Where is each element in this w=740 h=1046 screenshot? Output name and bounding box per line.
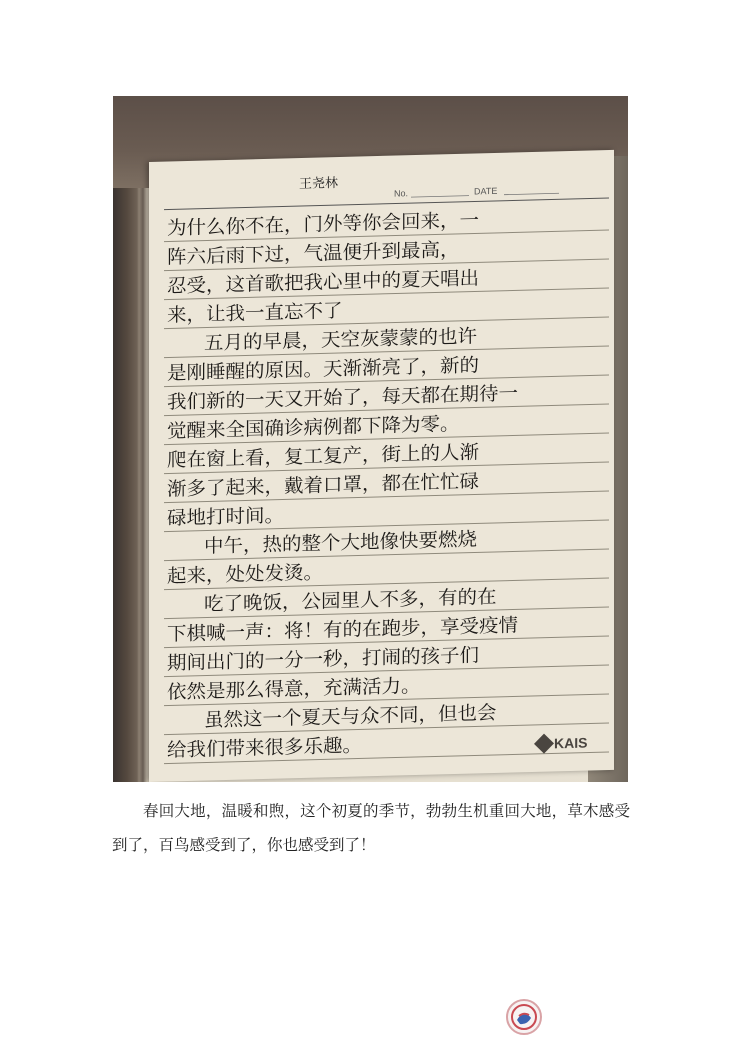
notebook-page-content	[149, 150, 614, 782]
handwritten-line: 期间出门的一分一秒，打闹的孩子们	[167, 644, 471, 675]
handwritten-line: 是刚睡醒的原因。天渐渐亮了，新的	[167, 354, 471, 385]
handwritten-line: 爬在窗上看，复工复产，街上的人渐	[167, 441, 471, 472]
handwritten-line: 阵六后雨下过，气温便升到最高，	[167, 239, 452, 269]
handwritten-line: 吃了晚饭，公园里人不多，有的在	[204, 586, 489, 616]
handwritten-line: 依然是那么得意，充满活力。	[167, 675, 414, 704]
notebook-photo	[113, 96, 628, 782]
handwritten-line: 五月的早晨，天空灰蒙蒙的也许	[204, 325, 470, 355]
handwritten-line: 碌地打时间。	[167, 504, 281, 530]
brand-diamond-icon	[534, 733, 554, 754]
brand-mark	[534, 733, 587, 754]
brand-label: KAIS	[554, 734, 588, 752]
school-emblem-icon	[505, 998, 543, 1036]
header-rule	[164, 198, 609, 210]
handwritten-line: 给我们带来很多乐趣。	[167, 734, 357, 762]
handwritten-line: 我们新的一天又开始了，每天都在期待一	[167, 382, 509, 414]
handwritten-line: 为什么你不在，门外等你会回来，一	[167, 209, 471, 240]
header-date-line	[504, 193, 559, 194]
handwritten-line: 中午，热的整个大地像快要燃烧	[204, 528, 470, 558]
handwritten-line: 觉醒来全国确诊病例都下降为零。	[167, 413, 452, 443]
ruled-line	[164, 781, 609, 782]
header-date-label: DATE	[474, 185, 498, 197]
caption-paragraph: 春回大地，温暖和煦，这个初夏的季节，勃勃生机重回大地，草木感受到了，百鸟感受到了，你也感受到了！	[112, 802, 630, 854]
handwritten-line: 渐多了起来，戴着口罩，都在忙忙碌	[167, 470, 471, 501]
handwritten-line: 来，让我一直忘不了	[167, 300, 338, 327]
handwritten-line: 起来，处处发烫。	[167, 561, 319, 588]
header-no-label: No.	[394, 188, 409, 199]
handwritten-line: 虽然这一个夏天与众不同，但也会	[204, 702, 489, 732]
header-no-line	[411, 196, 469, 198]
handwritten-line: 下棋喊一声：将！有的在跑步，享受疫情	[167, 614, 509, 646]
notebook-page	[149, 150, 614, 782]
header-name: 王尧林	[299, 175, 339, 192]
handwritten-line: 忍受，这首歌把我心里中的夏天唱出	[167, 267, 471, 298]
